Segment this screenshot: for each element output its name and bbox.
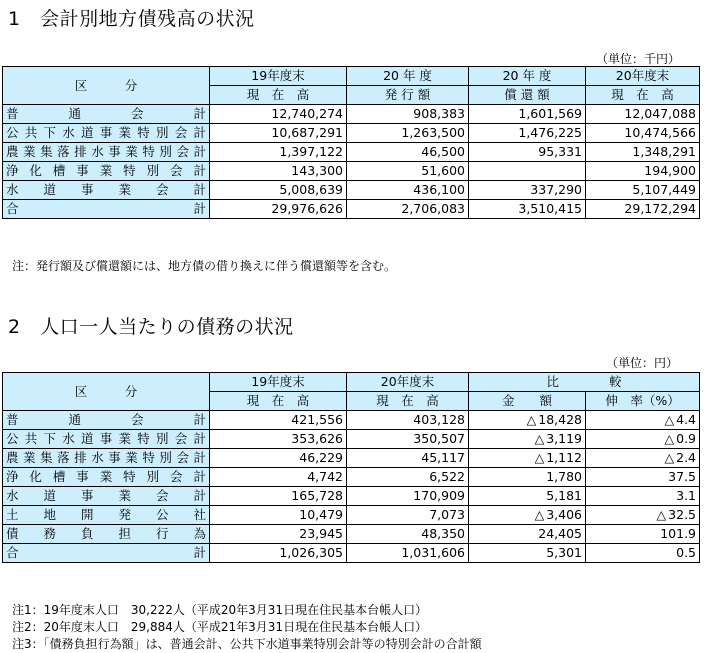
section2-note-3: 注3：「債務負担行為額」は、普通会計、公共下水道事業特別会計等の特別会計の合計額 — [12, 637, 482, 651]
table-row-total — [3, 200, 700, 219]
amount-value: 1,112 — [546, 450, 582, 465]
amount-value: 5,301 — [546, 545, 582, 560]
table-row — [3, 143, 700, 162]
cell-rate — [586, 411, 700, 430]
triangle-mark: △ — [664, 412, 675, 427]
row-label: 合計 — [3, 200, 210, 219]
cell-value: 10,687,291 — [210, 124, 347, 143]
cell-value: 46,229 — [210, 449, 347, 468]
cell-value: 7,073 — [347, 506, 469, 525]
triangle-mark: △ — [664, 450, 675, 465]
row-label: 水道事業会計 — [3, 487, 210, 506]
cell-value: 403,128 — [347, 411, 469, 430]
per-capita-debt-table — [2, 372, 700, 563]
triangle-mark: △ — [534, 450, 545, 465]
header-col3-line2: 償 還 額 — [469, 86, 586, 105]
row-label: 普通会計 — [3, 105, 210, 124]
header-col2-line2: 現 在 高 — [347, 392, 469, 411]
table-row — [3, 487, 700, 506]
cell-value: 5,107,449 — [586, 181, 700, 200]
cell-value: 29,976,626 — [210, 200, 347, 219]
header-col1-line2: 現 在 高 — [210, 86, 347, 105]
table-row — [3, 430, 700, 449]
triangle-mark: △ — [534, 507, 545, 522]
rate-value: 4.4 — [676, 412, 697, 427]
table-row — [3, 124, 700, 143]
cell-value: 1,601,569 — [469, 105, 586, 124]
cell-amount — [469, 544, 586, 563]
cell-rate — [586, 468, 700, 487]
header-col3-line1: 20 年 度 — [469, 67, 586, 86]
header-col2-line1: 20 年 度 — [347, 67, 469, 86]
cell-value: 46,500 — [347, 143, 469, 162]
rate-value: 3.1 — [676, 488, 697, 503]
row-label: 農業集落排水事業特別会計 — [3, 143, 210, 162]
cell-value: 10,474,566 — [586, 124, 700, 143]
cell-amount — [469, 468, 586, 487]
header-category: 区 分 — [3, 67, 210, 105]
cell-amount — [469, 430, 586, 449]
table-row — [3, 468, 700, 487]
cell-value: 12,047,088 — [586, 105, 700, 124]
cell-value: 12,740,274 — [210, 105, 347, 124]
rate-value: 2.4 — [676, 450, 697, 465]
cell-amount — [469, 506, 586, 525]
cell-value: 3,510,415 — [469, 200, 586, 219]
section2-note-1: 注1：19年度末人口 30,222人（平成20年3月31日現在住民基本台帳人口） — [12, 603, 428, 617]
amount-value: 1,780 — [546, 469, 582, 484]
cell-amount — [469, 449, 586, 468]
cell-value: 1,348,291 — [586, 143, 700, 162]
cell-value: 5,008,639 — [210, 181, 347, 200]
section2-title: 2 人口一人当たりの債務の状況 — [8, 316, 294, 338]
cell-value: 23,945 — [210, 525, 347, 544]
cell-value — [469, 162, 586, 181]
cell-value: 45,117 — [347, 449, 469, 468]
table-row — [3, 105, 700, 124]
rate-value: 101.9 — [660, 526, 697, 541]
cell-value: 421,556 — [210, 411, 347, 430]
table-row — [3, 506, 700, 525]
row-label: 土地開発公社 — [3, 506, 210, 525]
cell-value: 6,522 — [347, 468, 469, 487]
table-row — [3, 449, 700, 468]
row-label: 普通会計 — [3, 411, 210, 430]
header-category: 区 分 — [3, 373, 210, 411]
cell-value: 1,397,122 — [210, 143, 347, 162]
cell-rate — [586, 487, 700, 506]
cell-value: 350,507 — [347, 430, 469, 449]
header-col1-line1: 19年度末 — [210, 373, 347, 392]
rate-value: 37.5 — [668, 469, 697, 484]
debt-balance-table — [2, 66, 700, 219]
table-row — [3, 525, 700, 544]
cell-rate — [586, 544, 700, 563]
row-label: 公共下水道事業特別会計 — [3, 124, 210, 143]
header-col2-line2: 発 行 額 — [347, 86, 469, 105]
row-label: 水道事業会計 — [3, 181, 210, 200]
cell-value: 1,031,606 — [347, 544, 469, 563]
amount-value: 3,119 — [546, 431, 582, 446]
cell-amount — [469, 411, 586, 430]
cell-value: 48,350 — [347, 525, 469, 544]
cell-amount — [469, 487, 586, 506]
row-label: 浄化槽事業特別会計 — [3, 468, 210, 487]
section1-note: 注：発行額及び償還額には、地方債の借り換えに伴う償還額等を含む。 — [12, 259, 397, 273]
header-col1-line1: 19年度末 — [210, 67, 347, 86]
cell-value: 10,479 — [210, 506, 347, 525]
row-label: 浄化槽事業特別会計 — [3, 162, 210, 181]
cell-value: 170,909 — [347, 487, 469, 506]
cell-value: 95,331 — [469, 143, 586, 162]
row-label: 債務負担行為 — [3, 525, 210, 544]
header-col2-line1: 20年度末 — [347, 373, 469, 392]
row-label: 合計 — [3, 544, 210, 563]
header-col4-line2: 現 在 高 — [586, 86, 700, 105]
amount-value: 5,181 — [546, 488, 582, 503]
cell-rate — [586, 525, 700, 544]
table-row — [3, 181, 700, 200]
header-rate: 伸 率（%） — [586, 392, 700, 411]
header-compare: 比 較 — [469, 373, 700, 392]
cell-value: 51,600 — [347, 162, 469, 181]
amount-value: 3,406 — [546, 507, 582, 522]
cell-value: 908,383 — [347, 105, 469, 124]
cell-value: 436,100 — [347, 181, 469, 200]
triangle-mark: △ — [534, 431, 545, 446]
cell-value: 1,026,305 — [210, 544, 347, 563]
amount-value: 18,428 — [538, 412, 582, 427]
cell-rate — [586, 449, 700, 468]
cell-rate — [586, 506, 700, 525]
row-label: 公共下水道事業特別会計 — [3, 430, 210, 449]
table-row-total — [3, 544, 700, 563]
header-col1-line2: 現 在 高 — [210, 392, 347, 411]
table-row — [3, 162, 700, 181]
row-label: 農業集落排水事業特別会計 — [3, 449, 210, 468]
cell-value: 194,900 — [586, 162, 700, 181]
cell-value: 29,172,294 — [586, 200, 700, 219]
header-amount: 金 額 — [469, 392, 586, 411]
rate-value: 0.5 — [676, 545, 697, 560]
cell-value: 337,290 — [469, 181, 586, 200]
triangle-mark: △ — [656, 507, 667, 522]
cell-value: 2,706,083 — [347, 200, 469, 219]
cell-value: 353,626 — [210, 430, 347, 449]
triangle-mark: △ — [664, 431, 675, 446]
cell-value: 1,476,225 — [469, 124, 586, 143]
rate-value: 0.9 — [676, 431, 697, 446]
section1-title: 1 会計別地方債残高の状況 — [8, 8, 255, 30]
cell-amount — [469, 525, 586, 544]
section2-note-2: 注2：20年度末人口 29,884人（平成21年3月31日現在住民基本台帳人口） — [12, 620, 428, 634]
rate-value: 32.5 — [668, 507, 697, 522]
cell-value: 165,728 — [210, 487, 347, 506]
triangle-mark: △ — [526, 412, 537, 427]
amount-value: 24,405 — [538, 526, 582, 541]
section2-unit: （単位：円） — [606, 356, 679, 370]
cell-rate — [586, 430, 700, 449]
table-row — [3, 411, 700, 430]
header-col4-line1: 20年度末 — [586, 67, 700, 86]
cell-value: 1,263,500 — [347, 124, 469, 143]
cell-value: 143,300 — [210, 162, 347, 181]
cell-value: 4,742 — [210, 468, 347, 487]
section1-unit: （単位：千円） — [596, 52, 681, 66]
